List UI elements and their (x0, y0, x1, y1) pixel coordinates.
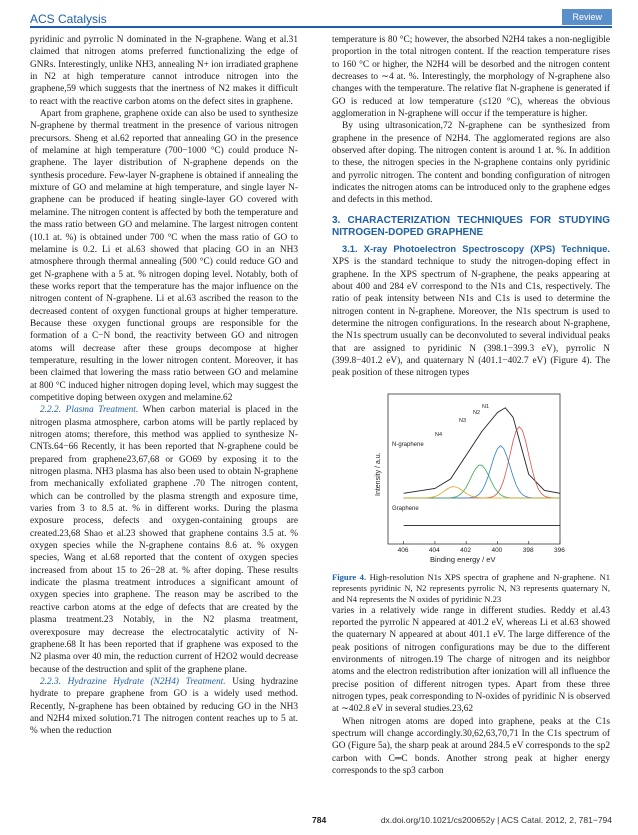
section-heading: 3. CHARACTERIZATION TECHNIQUES FOR STUDYING NITROGEN-DOPED GRAPHENE (332, 214, 610, 238)
right-column (332, 34, 610, 777)
x-tick-label: 396 (554, 546, 565, 554)
doi-citation: dx.doi.org/10.1021/cs200652y | ACS Catal. 2012, 2, 781−794 (380, 815, 612, 825)
article-type-badge: Review (562, 9, 612, 25)
x-axis-label: Binding energy / eV (430, 554, 496, 564)
journal-name: ACS Catalysis (30, 12, 107, 26)
series-label-ngraphene: N-graphene (392, 441, 424, 448)
paragraph-plasma (30, 404, 298, 676)
subsection-heading: 2.2.3. Hydrazine Hydrate (N2H4) Treatment. (40, 676, 226, 687)
y-axis-label: Intensity / a.u. (375, 452, 382, 496)
page-number: 784 (312, 815, 327, 825)
paragraph: pyridinic and pyrrolic N dominated in the N-graphene. Wang et al.31 claimed that nitrogen atoms preferred functionalizing the edge of GNRs. Interestingly, unlike NH3, annealing N+ ion irradiated graphene in N2 at high temperature cannot introduce nitrogen into the graphene,59 which suggests that the inertness of N2 makes it difficult to react with the reactive carbon atoms on the defect sites in graphene. (30, 35, 298, 107)
subsection-heading: 2.2.2. Plasma Treatment. (40, 405, 139, 416)
page-footer (0, 815, 638, 829)
figure-4 (332, 386, 610, 568)
figure-caption (332, 572, 610, 605)
peak-label-n1: N1 (482, 403, 490, 410)
paragraph: Apart from graphene, graphene oxide can also be used to synthesize N-graphene by thermal treatment in the presence of various nitrogen precursors. Sheng et al.62 reported that annealing GO in the presence of melamine at high temperature (700−1000 °C) could produce N-graphene. The layer distribution of N-graphene depends on the synthesis procedure. Few-layer N-graphene is obtained if annealing the mixture of GO and melamine at high temperature, and single layer N-graphene can be produced if heating single-layer GO covered with melamine. The nitrogen content is affected by both the temperature and the mass ratio between GO and melamine. The largest nitrogen content (10.1 at. %) is obtained under 700 °C when the mass ratio of GO to melamine is 0.2. Li et al.63 showed that placing GO in an NH3 atmosphere through thermal annealing (500 °C) could reduce GO and get N-graphene with a 5 at. % nitrogen doping level. Notably, both of these works report that the temperature has the major influence on the nitrogen content of N-graphene. Li et al.63 ascribed the reason to the decreased content of oxygen functional groups at higher temperature. Because these oxygen functional groups are responsible for the formation of a C−N bond, the reactivity between GO and nitrogen atoms will decrease after these groups decompose at higher temperature, resulting in the lower nitrogen content. Moreover, it has been claimed that lowering the mass ratio between GO and melamine at 800 °C induced higher nitrogen doping level, which may suggest the competitive doping between oxygen and melamine.62 (30, 109, 298, 403)
x-tick-label: 402 (460, 546, 472, 554)
paragraph: temperature is 80 °C; however, the absorbed N2H4 takes a non-negligible proportion in the total nitrogen content. If the reaction temperature rises to 160 °C or higher, the N2H4 will be desorbed and the nitrogen content decreases to ∼4 at. %. Interestingly, the morphology of N-graphene also changes with the temperature. The relative flat N-graphene is generated if GO is reduced at low temperature (≤120 °C), whereas the obvious agglomeration in N-graphene will occur if the temperature is higher. (332, 35, 610, 120)
plot-frame (388, 394, 560, 544)
paragraph: When nitrogen atoms are doped into graphene, peaks at the C1s spectrum will change accordingly.30,62,63,70,71 In the C1s spectrum of GO (Figure 5a), the sharp peak at around 284.5 eV corresponds to the sp2 carbon with C═C bonds. Another strong peak at higher energy corresponds to the sp3 carbon (332, 716, 610, 777)
paragraph-xps (332, 243, 610, 380)
x-tick-label: 406 (397, 546, 409, 554)
paragraph-text: XPS is the standard technique to study the nitrogen-doping effect in graphene. In the XPS spectrum of N-graphene, the peaks appearing at about 400 and 284 eV correspond to the N1s and C1s, respectively. The ratio of peak intensity between N1s and C1s is used to determine the nitrogen content in N-graphene. Moreover, the N1s spectrum is used to determine the nitrogen configurations. In the research about N-graphene, the N1s spectrum usually can be deconvoluted to several individual peaks that are assigned to pyridinic N (398.1−399.3 eV), pyrrolic N (399.8−401.2 eV), and quaternary N (401.1−402.7 eV) (Figure 4). The peak position of these nitrogen types (332, 257, 610, 379)
series-label-graphene: Graphene (392, 505, 419, 512)
paragraph-text: Using hydrazine hydrate to prepare graphene from GO is a widely used method. Recently, N-graphene has been obtained by reducing GO in the NH3 and N2H4 mixed solution.71 The nitrogen content reaches up to 5 at. % when the reduction (30, 676, 298, 737)
paragraph-hydrazine (30, 676, 298, 738)
caption-label: Figure 4. (332, 571, 367, 582)
left-column (30, 34, 298, 738)
paragraph-text: When carbon material is placed in the nitrogen plasma atmosphere, carbon atoms will be partly replaced by nitrogen atoms; therefore, this method was applied to synthesize N-CNTs.64−66 Recently, it has been reported that N-graphene could be prepared from graphene23,67,68 or GO69 by exposing it to the nitrogen plasma. NH3 plasma has also been used to obtain N-graphene from mechanically exfoliated graphene .70 The nitrogen content, which can be controlled by the plasma strength and exposure time, varies from 3 to 8.5 at. % in different works. During the plasma exposure process, defects and oxygen-containing groups are created.23,68 Shao et al.23 showed that graphene contains 3.5 at. % oxygen species while the N-graphene contains 8.6 at. % oxygen species, Wang et al.68 reported that the content of oxygen species increased from about 15 to 26−28 at. % after doping. These results indicate the plasma treatment introduces a significant amount of oxygen species into graphene. The reason may be ascribed to the reactive carbon atoms at the edge of defects that are created by the plasma treatment.23 Notably, in the N2 plasma treatment, overexposure may decrease the electrocatalytic activity of N-graphene.68 It has been reported that if graphene was exposed to the N2 plasma over 40 min, the reduction current of H2O2 would decrease because of the destruction and split of the graphene plane. (30, 405, 298, 675)
peak-label-n4: N4 (435, 431, 443, 438)
page-header (0, 6, 638, 32)
xps-chart (332, 386, 610, 568)
peak-label-n2: N2 (473, 409, 481, 416)
subsection-heading: 3.1. X-ray Photoelectron Spectroscopy (XPS) Technique. (342, 243, 610, 254)
peak-label-n3: N3 (459, 417, 467, 424)
header-rule (30, 26, 612, 28)
x-tick-label: 398 (522, 546, 534, 554)
x-tick-label: 400 (491, 546, 503, 554)
paragraph: varies in a relatively wide range in different studies. Reddy et al.43 reported the pyrrolic N appeared at 401.2 eV, whereas Li et al.63 showed the quaternary N appeared at about 401.1 eV. The large difference of the peak positions of nitrogen configurations may be due to the different environments of nitrogen.19 The charge of nitrogen and its neighbor atoms and the electron redistribution after ionization will all influence the precise position of different nitrogen types. Apart from these three nitrogen types, peak corresponding to N-oxides of pyridinic N is observed at ∼402.8 eV in several studies.23,62 (332, 605, 610, 715)
caption-text: High-resolution N1s XPS spectra of graphene and N-graphene. N1 represents pyridinic N, N2 represents pyrrolic N, N3 represents quaternary N, and N4 represents the N oxides of pyridinic N.23 (332, 571, 610, 604)
paragraph: By using ultrasonication,72 N-graphene can be synthesized from graphene in the presence of N2H4. The agglomerated regions are also observed after doping. The nitrogen content is around 1 at. %. In addition to these, the nitrogen species in the N-graphene contains only pyridinic and pyrrolic nitrogen. The content and bonding configuration of nitrogen indicates the nitrogen atoms can be introduced only to the graphene edges and defects in this method. (332, 121, 610, 206)
x-tick-label: 404 (428, 546, 440, 554)
